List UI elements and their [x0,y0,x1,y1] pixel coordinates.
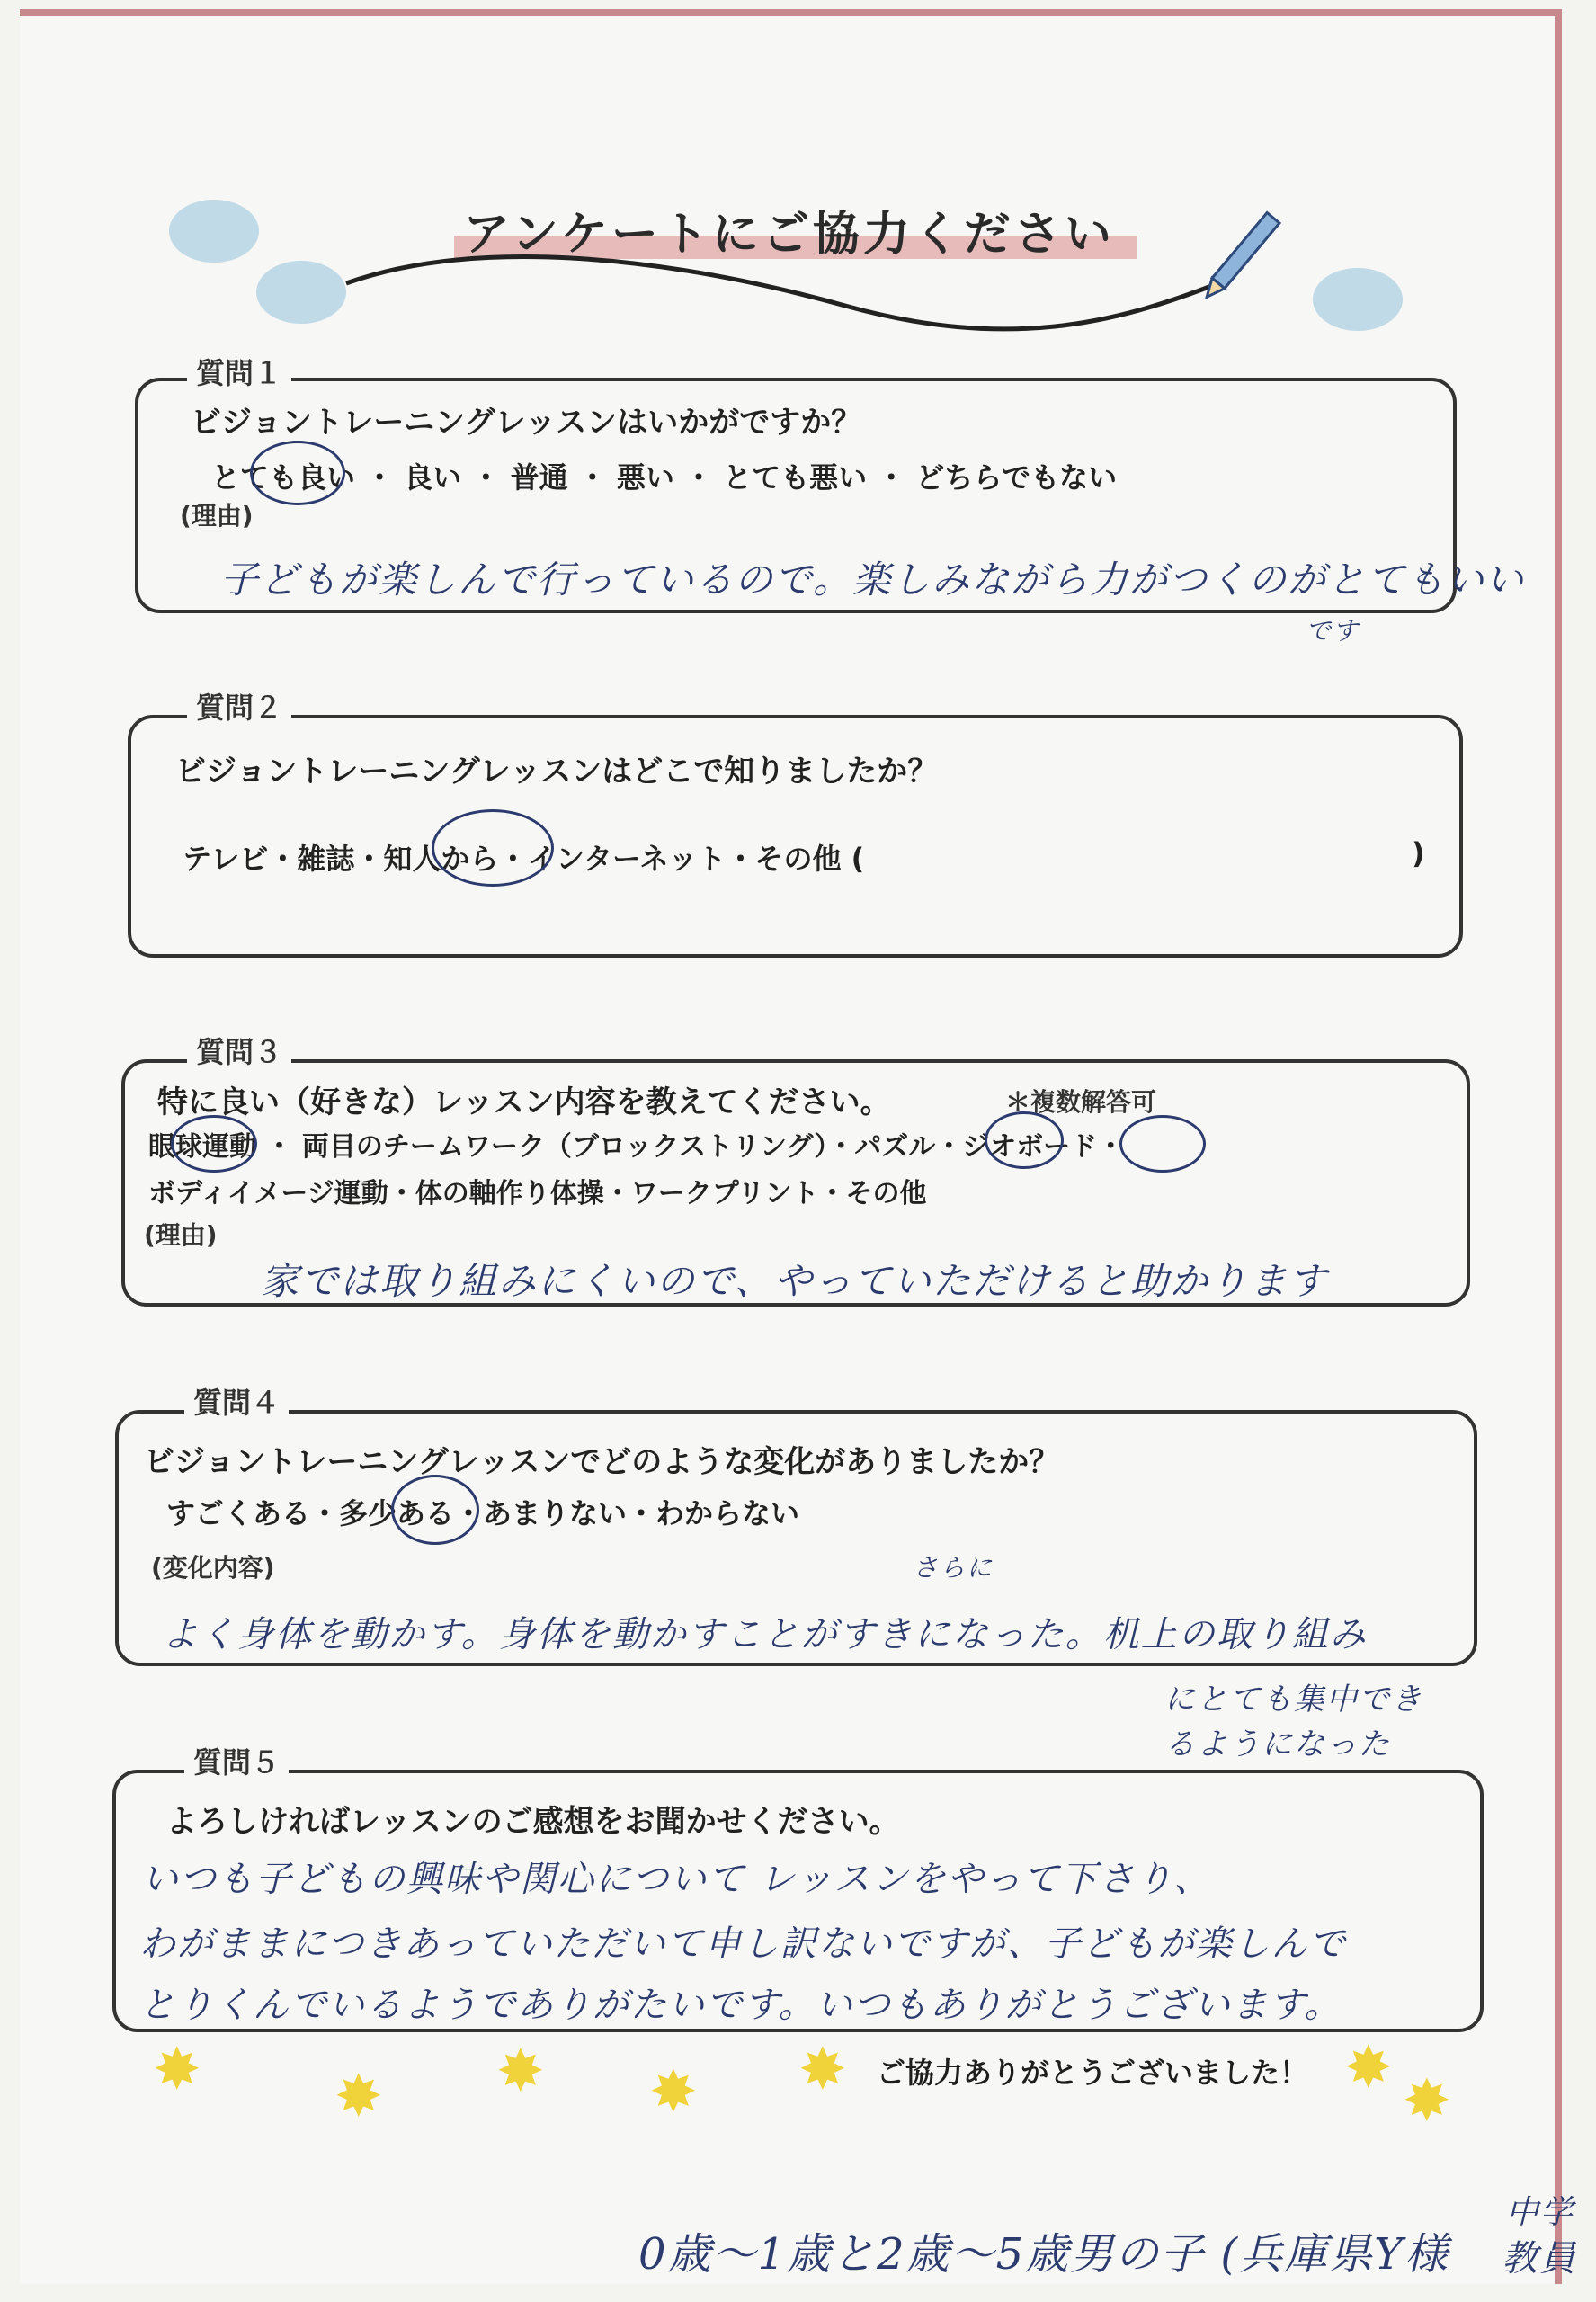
q5-answer-line1: いつも子どもの興味や関心について レッスンをやって下さり、 [142,1859,1212,1900]
q1-options: とても良い ・ 良い ・ 普通 ・ 悪い ・ とても悪い ・ どちらでもない [211,460,1118,495]
star-icon: ✸ [496,2039,545,2105]
q1-answer-circle [250,441,345,505]
q4-answer-line2: にとても集中でき [1164,1682,1423,1718]
footer-side-top: 中学 [1506,2194,1575,2231]
q1-label: 質問１ [187,351,291,392]
q5-label: 質問５ [184,1740,289,1781]
q3-circle-puzzle [985,1111,1064,1169]
q3-circle-eye [171,1115,257,1173]
q4-insert-note: さらに [913,1553,994,1583]
q3-label: 質問３ [187,1030,291,1071]
q2-answer-circle [432,809,554,887]
footer-note: 0歳〜1歳と2歳〜5歳男の子 (兵庫県Y様 [638,2229,1449,2280]
q4-change-label: (変化内容) [151,1553,275,1583]
star-icon: ✸ [649,2059,698,2126]
q3-reason-label: (理由) [144,1220,218,1250]
q5-answer-line3: とりくんでいるようでありがたいです。いつもありがとうございます。 [139,1985,1342,2026]
q4-question: ビジョントレーニングレッスンでどのような変化がありましたか？ [144,1444,1060,1480]
star-icon: ✸ [1403,2068,1451,2135]
q4-answer: よく身体を動かす。身体を動かすことがすきになった。机上の取り組み [162,1614,1368,1655]
q3-circle-geoboard [1119,1115,1206,1173]
q2-options: テレビ・雑誌・知人から・インターネット・その他 ( [183,842,865,876]
q2-question: ビジョントレーニングレッスンはどこで知りましたか？ [175,754,939,790]
q3-answer: 家では取り組みにくいので、やっていただけると助かります [261,1259,1329,1303]
q1-answer-tail: です [1306,616,1360,646]
q1-question: ビジョントレーニングレッスンはいかがですか？ [191,405,862,441]
q3-note: ＊複数解答可 [1005,1087,1157,1117]
pencil-icon [1200,212,1279,302]
star-icon: ✸ [1344,2035,1393,2101]
star-icon: ✸ [798,2037,847,2103]
q4-answer-circle [391,1475,479,1545]
star-icon: ✸ [153,2037,201,2103]
cloud-icon [169,200,259,263]
q1-reason-label: (理由) [180,501,254,531]
q3-options-line2: ボディイメージ運動・体の軸作り体操・ワークプリント・その他 [148,1178,927,1209]
q5-answer-line2: わがままにつきあっていただいて申し訳ないですが、子どもが楽しんで [139,1923,1347,1965]
q5-question: よろしければレッスンのご感想をお聞かせください。 [166,1804,900,1840]
cloud-icon [1313,268,1403,331]
q2-close-paren: ) [1412,836,1425,870]
wavy-line [342,198,1313,342]
q4-answer-line3: るようになった [1164,1726,1391,1762]
q4-options: すごくある・多少ある・あまりない・わからない [166,1496,800,1530]
q3-options-line1: 眼球運動 ・ 両目のチームワーク（ブロックストリング）・パズル・ジオボード・ [148,1131,1125,1163]
q1-answer: 子どもが楽しんで行っているので。楽しみながら力がつくのがとてもいい [220,558,1526,602]
page-title: アンケートにご協力ください [463,208,1115,262]
cloud-icon [256,261,346,324]
thanks-message: ご協力ありがとうございました！ [877,2056,1309,2090]
q3-question: 特に良い（好きな）レッスン内容を教えてください。 [157,1084,891,1120]
footer-side-bottom: 教員 [1502,2238,1577,2280]
q2-label: 質問２ [187,685,291,727]
q4-label: 質問４ [184,1380,289,1422]
star-icon: ✸ [334,2064,383,2130]
